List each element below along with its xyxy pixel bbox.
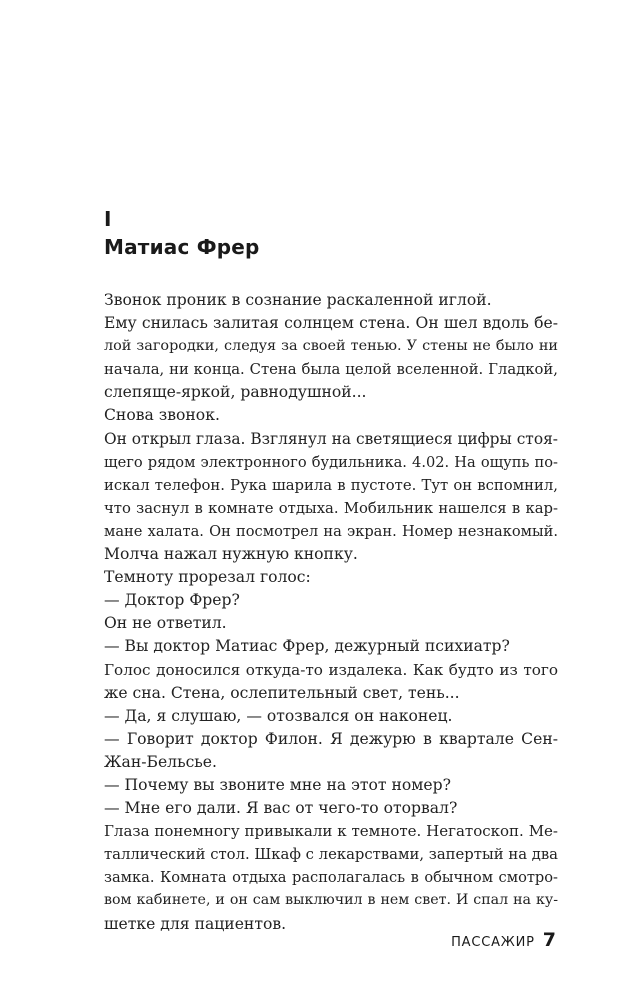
text-line: искал телефон. Рука шарила в пустоте. Тут он вспомнил, [104, 476, 558, 494]
text-line: Снова звонок. [104, 406, 220, 425]
text-line: замка. Комната отдыха располагалась в обычном смотро- [104, 869, 558, 887]
text-line: Он открыл глаза. Взглянул на светящиеся цифры стоя- [104, 429, 558, 448]
chapter-number: I [104, 207, 112, 231]
text-line: мане халата. Он посмотрел на экран. Номер незнакомый. [104, 522, 558, 540]
text-line: начала, ни конца. Стена была целой вселенной. Гладкой, [104, 361, 558, 379]
text-line: что заснул в комнате отдыха. Мобильник нашелся в кар- [104, 499, 558, 517]
text-line: Темноту прорезал голос: [104, 568, 311, 587]
text-line: слепяще-яркой, равнодушной... [104, 383, 367, 402]
text-line: же сна. Стена, ослепительный свет, тень... [104, 683, 460, 702]
text-line: — Мне его дали. Я вас от чего-то оторвал? [104, 799, 458, 818]
text-line: Жан-Бельсье. [104, 752, 217, 771]
text-line: Глаза понемногу привыкали к темноте. Негатоскоп. Ме- [104, 822, 558, 841]
text-line: Голос доносился откуда-то издалека. Как будто из того [104, 660, 558, 679]
text-line: таллический стол. Шкаф с лекарствами, запертый на два [104, 846, 558, 864]
running-head: ПАССАЖИР [451, 935, 535, 950]
text-line: Молча нажал нужную кнопку. [104, 545, 358, 564]
chapter-title: Матиас Фрер [104, 235, 260, 259]
body-text [104, 289, 558, 936]
text-line: вом кабинете, и он сам выключил в нем свет. И спал на ку- [104, 892, 558, 909]
page-number: 7 [542, 929, 556, 951]
text-line: щего рядом электронного будильника. 4.02. На ощупь по- [104, 453, 558, 471]
text-line: Он не ответил. [104, 614, 227, 633]
text-line: шетке для пациентов. [104, 914, 287, 933]
text-line: — Да, я слушаю, — отозвался он наконец. [104, 706, 453, 725]
text-line: — Вы доктор Матиас Фрер, дежурный психиатр? [104, 637, 510, 656]
text-line: Ему снилась залитая солнцем стена. Он шел вдоль бе- [104, 314, 558, 333]
text-line: лой загородки, следуя за своей тенью. У стены не было ни [104, 338, 558, 355]
page-footer [451, 929, 556, 951]
text-line: Звонок проник в сознание раскаленной иглой. [104, 291, 492, 309]
text-line: — Говорит доктор Филон. Я дежурю в квартале Сен- [104, 729, 558, 748]
text-line: — Почему вы звоните мне на этот номер? [104, 775, 451, 794]
text-line: — Доктор Фрер? [104, 591, 240, 610]
